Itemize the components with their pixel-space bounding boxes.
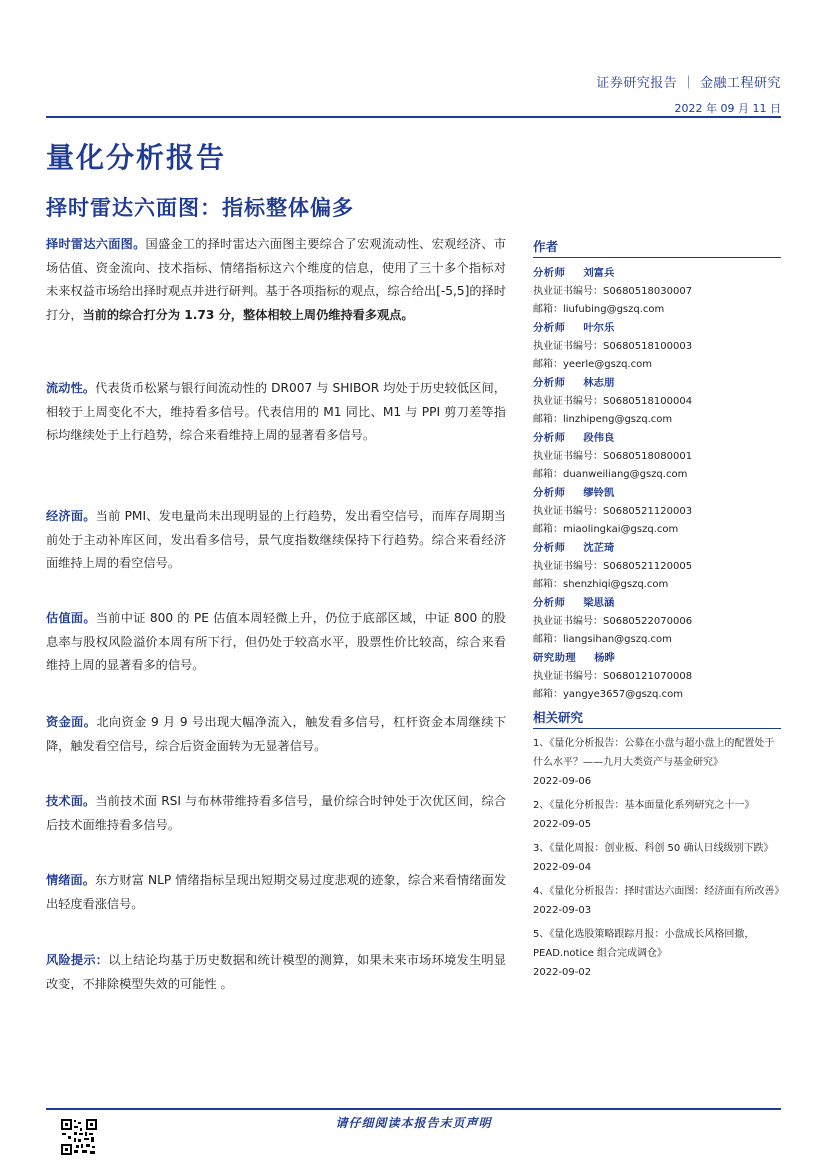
related-list xyxy=(533,734,785,982)
bottom-divider xyxy=(46,1108,781,1110)
risk-paragraph: 风险提示：以上结论均基于历史数据和统计模型的测算，如果未来市场环境发生明显改变，不排除模型失效的可能性 。 xyxy=(46,953,507,991)
related-item[interactable]: 5、《量化选股策略跟踪月报：小盘成长风格回撤，PEAD.notice 组合完成调仓》 2022-09-02 xyxy=(533,929,755,978)
email[interactable]: 邮箱：linzhipeng@gszq.com xyxy=(533,414,673,425)
analyst-entry: 分析师 林志朋 执业证书编号：S0680518100004 邮箱：linzhipeng@gszq.com xyxy=(533,374,781,429)
email[interactable]: 邮箱：miaolingkai@gszq.com xyxy=(533,524,679,535)
sidebar xyxy=(533,237,785,982)
technical-paragraph: 技术面。当前技术面 RSI 与布林带维持看多信号，量价综合时钟处于次优区间，综合后技术面维持看多信号。 xyxy=(46,794,507,832)
report-type: 量化分析报告 xyxy=(46,141,227,174)
related-item[interactable]: 4、《量化分析报告：择时雷达六面图：经济面有所改善》 2022-09-03 xyxy=(533,886,785,916)
email[interactable]: 邮箱：shenzhiqi@gszq.com xyxy=(533,579,669,590)
analyst-entry: 分析师 段伟良 执业证书编号：S0680518080001 邮箱：duanweiliang@gszq.com xyxy=(533,429,781,484)
header xyxy=(596,72,781,116)
top-divider xyxy=(46,116,781,118)
report-date: 2022 年 09 月 11 日 xyxy=(674,102,781,115)
analyst-entry: 分析师 梁思涵 执业证书编号：S0680522070006 邮箱：liangsihan@gszq.com xyxy=(533,594,781,649)
analyst-entry: 分析师 缪铃凯 执业证书编号：S0680521120003 邮箱：miaolingkai@gszq.com xyxy=(533,484,781,539)
email[interactable]: 邮箱：yangye3657@gszq.com xyxy=(533,689,683,700)
related-heading: 相关研究 xyxy=(533,708,781,729)
related-item[interactable]: 1、《量化分析报告：公募在小盘与超小盘上的配置处于什么水平？——九月大类资产与基金研究》 2022-09-06 xyxy=(533,738,775,787)
analyst-entry: 分析师 刘富兵 执业证书编号：S0680518030007 邮箱：liufubing@gszq.com xyxy=(533,264,781,319)
header-title: 证券研究报告 ｜ 金融工程研究 xyxy=(596,76,781,91)
email[interactable]: 邮箱：yeerle@gszq.com xyxy=(533,359,652,370)
analyst-entry: 分析师 叶尔乐 执业证书编号：S0680518100003 邮箱：yeerle@gszq.com xyxy=(533,319,781,374)
liquidity-paragraph: 流动性。代表货币松紧与银行间流动性的 DR007 与 SHIBOR 均处于历史较低区间，相较于上周变化不大，维持看多信号。代表信用的 M1 同比、M1 与 PPI 剪刀差等指标均继续处于上行趋势，综合来看维持上周的显著看多信号。 xyxy=(46,381,506,442)
economy-paragraph: 经济面。当前 PMI、发电量尚未出现明显的上行趋势，发出看空信号，而库存周期当前处于主动补库区间，发出看多信号，景气度指数继续保持下行趋势。综合来看经济面维持上周的看空信号。 xyxy=(46,509,506,570)
related-item[interactable]: 2、《量化分析报告：基本面量化系列研究之十一》 2022-09-05 xyxy=(533,800,755,830)
email[interactable]: 邮箱：duanweiliang@gszq.com xyxy=(533,469,688,480)
analyst-list xyxy=(533,264,781,704)
sentiment-paragraph: 情绪面。东方财富 NLP 情绪指标呈现出短期交易过度悲观的迹象，综合来看情绪面发出轻度看涨信号。 xyxy=(46,873,507,911)
footer-disclaimer: 请仔细阅读本报告末页声明 xyxy=(335,1116,492,1130)
related-item[interactable]: 3、《量化周报：创业板、科创 50 确认日线级别下跌》 2022-09-04 xyxy=(533,843,774,873)
summary-paragraph: 择时雷达六面图。国盛金工的择时雷达六面图主要综合了宏观流动性、宏观经济、市场估值、资金流向、技术指标、情绪指标这六个维度的信息，使用了三十多个指标对未来权益市场给出择时观点并进行研判。基于各项指标的观点，综合给出[-5,5]的择时打分，当前的综合打分为 1.73 分，整体相较上周仍维持看多观点。 xyxy=(46,237,507,322)
valuation-paragraph: 估值面。当前中证 800 的 PE 估值本周轻微上升，仍位于底部区域，中证 800 的股息率与股权风险溢价本周有所下行，但仍处于较高水平，股票性价比较高，综合来看维持上周的显著看多的信号。 xyxy=(46,611,506,672)
analyst-entry: 研究助理 杨晔 执业证书编号：S0680121070008 邮箱：yangye3657@gszq.com xyxy=(533,649,781,704)
authors-heading: 作者 xyxy=(533,237,781,258)
funds-paragraph: 资金面。北向资金 9 月 9 号出现大幅净流入，触发看多信号，杠杆资金本周继续下降，触发看空信号，综合后资金面转为无显著信号。 xyxy=(46,715,507,753)
email[interactable]: 邮箱：liangsihan@gszq.com xyxy=(533,634,672,645)
email[interactable]: 邮箱：liufubing@gszq.com xyxy=(533,304,665,315)
analyst-entry: 分析师 沈芷琦 执业证书编号：S0680521120005 邮箱：shenzhiqi@gszq.com xyxy=(533,539,781,594)
report-title: 择时雷达六面图：指标整体偏多 xyxy=(46,195,354,220)
